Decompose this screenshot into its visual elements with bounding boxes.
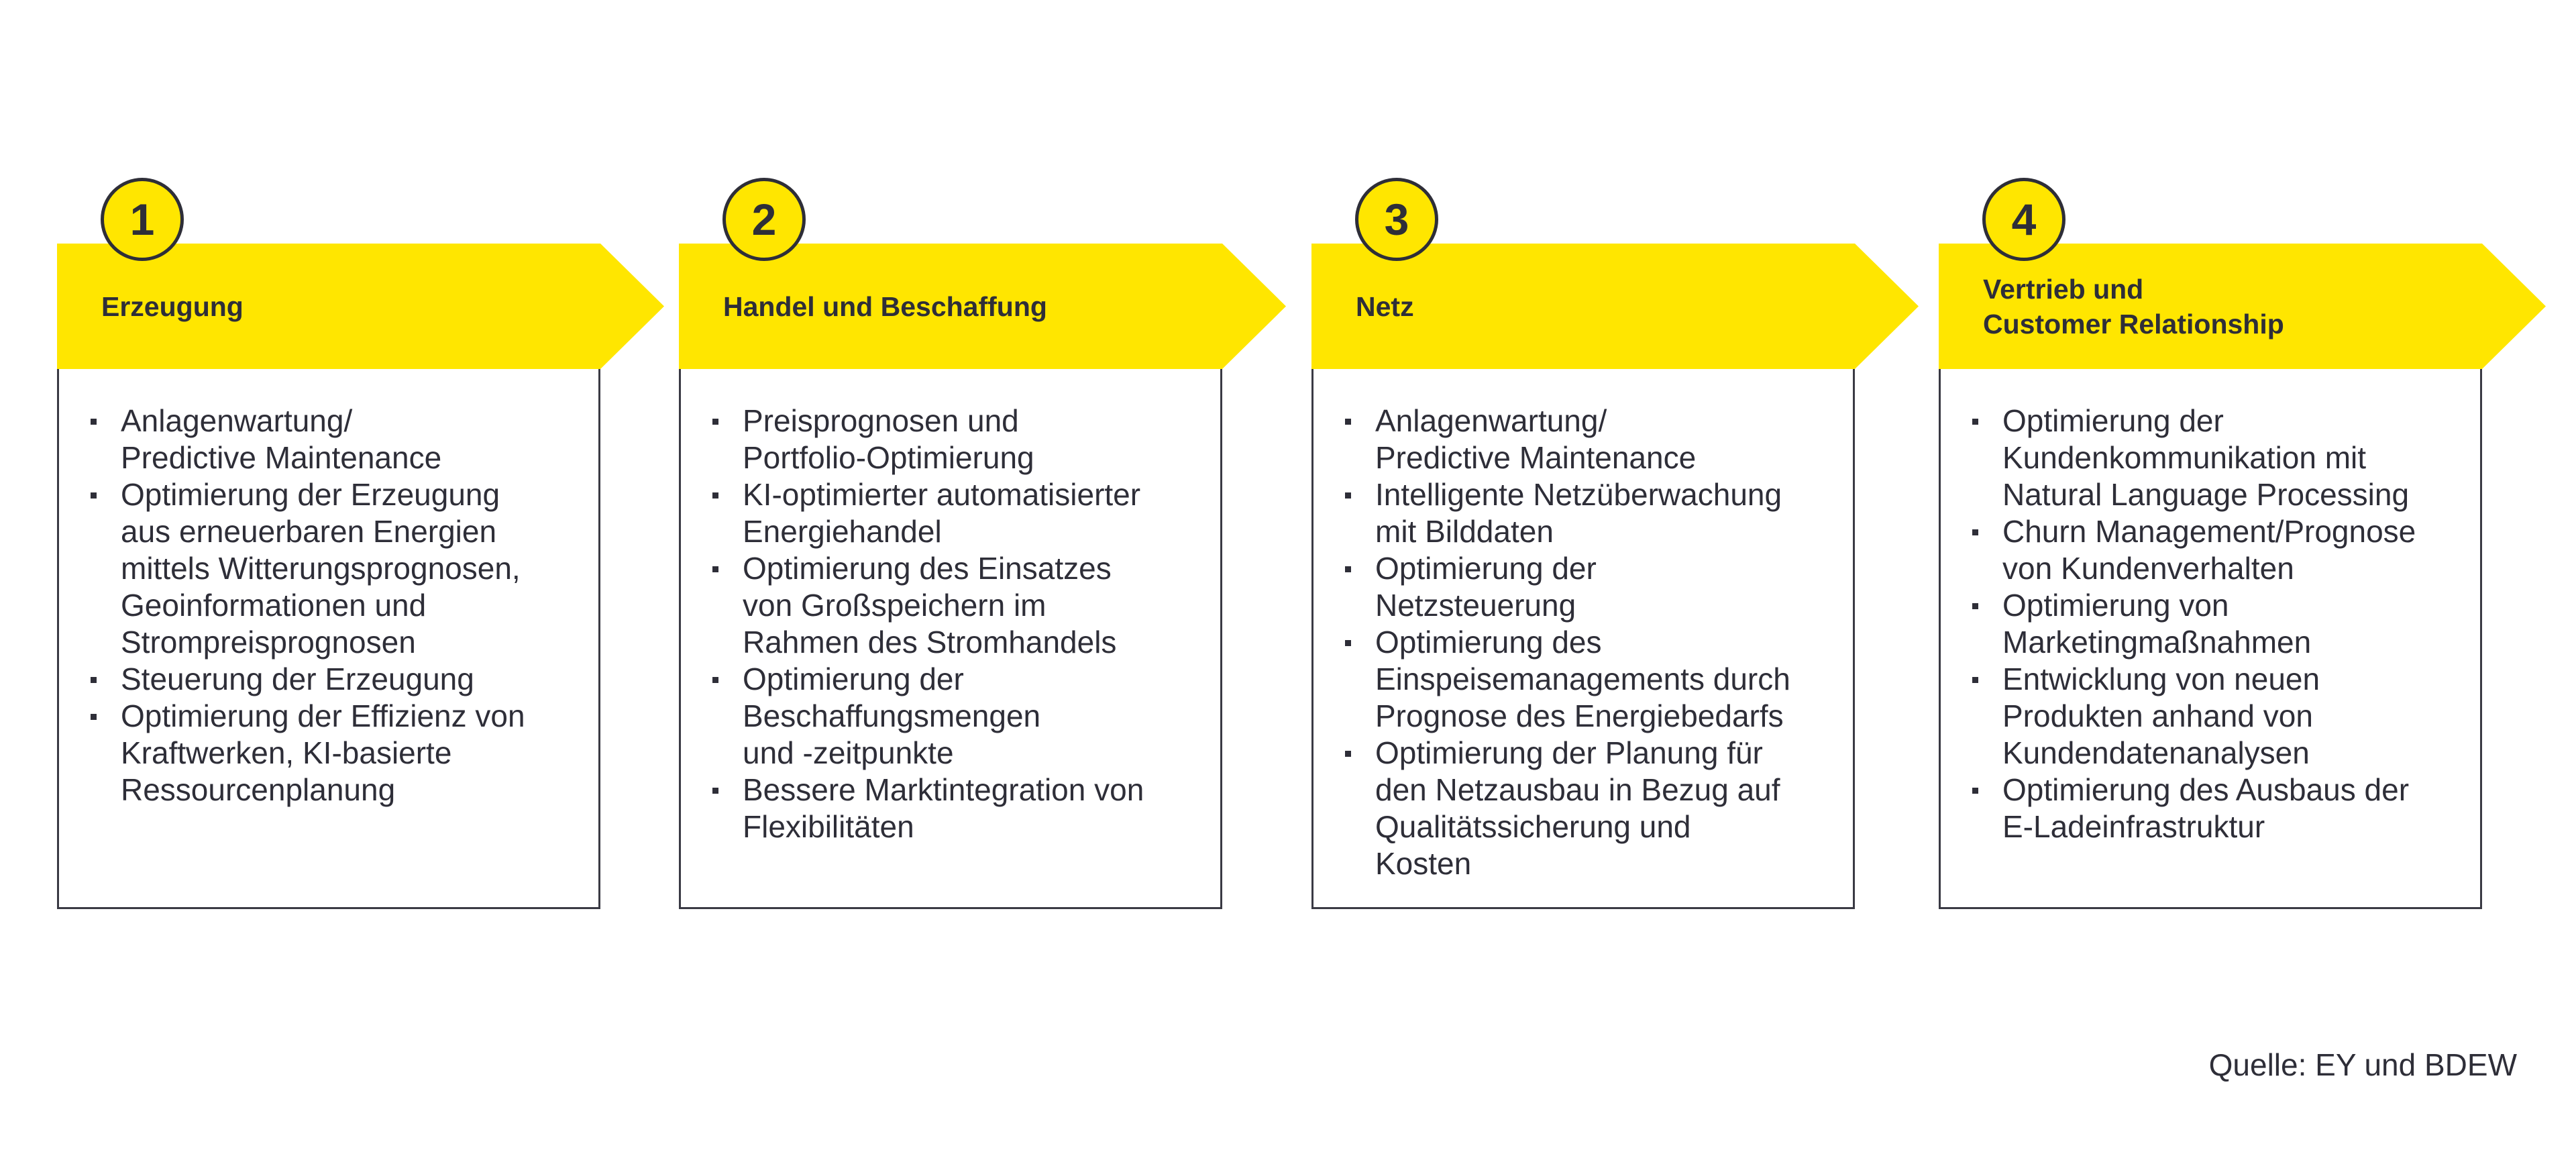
list-item bbox=[1972, 587, 2479, 661]
stage-title bbox=[1356, 244, 1839, 369]
stage-item-list bbox=[91, 403, 597, 808]
list-item-line: Qualitätssicherung und bbox=[1375, 809, 1691, 844]
list-item-line: und -zeitpunkte bbox=[743, 735, 954, 770]
stage-number-badge: 3 bbox=[1355, 178, 1438, 261]
stage-column-2 bbox=[679, 0, 1296, 939]
stage-number-badge: 1 bbox=[101, 178, 184, 261]
list-item bbox=[712, 772, 1219, 845]
list-item-line: Optimierung der bbox=[743, 662, 964, 696]
list-item bbox=[1345, 735, 1851, 882]
list-item-line: Optimierung der bbox=[1375, 551, 1597, 586]
list-item-line: Churn Management/Prognose bbox=[2002, 514, 2416, 549]
stage-title-line: Netz bbox=[1356, 291, 1414, 322]
list-item-line: Ressourcenplanung bbox=[121, 772, 396, 807]
list-item-line: Prognose des Energiebedarfs bbox=[1375, 698, 1784, 733]
list-item-line: Steuerung der Erzeugung bbox=[121, 662, 474, 696]
list-item-line: mit Bilddaten bbox=[1375, 514, 1554, 549]
list-item bbox=[1972, 513, 2479, 587]
list-item bbox=[1345, 476, 1851, 550]
stage-item-list bbox=[1345, 403, 1851, 882]
list-item bbox=[1972, 661, 2479, 772]
list-item-line: Entwicklung von neuen bbox=[2002, 662, 2320, 696]
stage-column-3 bbox=[1311, 0, 1929, 939]
list-item bbox=[712, 661, 1219, 772]
list-item bbox=[712, 476, 1219, 550]
stage-title-line: Handel und Beschaffung bbox=[723, 291, 1047, 322]
list-item-line: Optimierung der Erzeugung bbox=[121, 477, 500, 512]
list-item bbox=[712, 550, 1219, 661]
list-item bbox=[91, 476, 597, 661]
list-item-line: Predictive Maintenance bbox=[121, 440, 442, 475]
list-item-line: Geoinformationen und bbox=[121, 588, 427, 623]
stage-title bbox=[723, 244, 1206, 369]
list-item bbox=[712, 403, 1219, 476]
list-item bbox=[91, 698, 597, 808]
list-item bbox=[1345, 403, 1851, 476]
list-item bbox=[1972, 772, 2479, 845]
list-item bbox=[1345, 550, 1851, 624]
stage-number-badge: 2 bbox=[722, 178, 806, 261]
stage-title-line: Vertrieb und bbox=[1983, 273, 2144, 305]
stage-column-1 bbox=[57, 0, 674, 939]
list-item-line: KI-optimierter automatisierter bbox=[743, 477, 1141, 512]
stage-column-4 bbox=[1939, 0, 2556, 939]
list-item-line: Kosten bbox=[1375, 846, 1472, 881]
list-item-line: Optimierung der Planung für bbox=[1375, 735, 1763, 770]
list-item-line: Optimierung von bbox=[2002, 588, 2229, 623]
list-item-line: Anlagenwartung/ bbox=[121, 403, 353, 438]
list-item-line: mittels Witterungsprognosen, bbox=[121, 551, 521, 586]
list-item-line: Optimierung des Einsatzes bbox=[743, 551, 1112, 586]
list-item-line: aus erneuerbaren Energien bbox=[121, 514, 497, 549]
list-item-line: Optimierung des bbox=[1375, 625, 1602, 660]
stage-item-list bbox=[1972, 403, 2479, 845]
list-item-line: Kundendatenanalysen bbox=[2002, 735, 2310, 770]
list-item-line: den Netzausbau in Bezug auf bbox=[1375, 772, 1780, 807]
stage-title bbox=[1983, 244, 2466, 369]
list-item-line: Flexibilitäten bbox=[743, 809, 914, 844]
stage-number-badge: 4 bbox=[1982, 178, 2065, 261]
stage-title-line: Erzeugung bbox=[101, 291, 244, 322]
list-item-line: Predictive Maintenance bbox=[1375, 440, 1697, 475]
list-item bbox=[1345, 624, 1851, 735]
list-item-line: Beschaffungsmengen bbox=[743, 698, 1041, 733]
list-item-line: Preisprognosen und bbox=[743, 403, 1019, 438]
list-item bbox=[91, 661, 597, 698]
list-item-line: Strompreisprognosen bbox=[121, 625, 416, 660]
list-item-line: Einspeisemanagements durch bbox=[1375, 662, 1790, 696]
list-item-line: Optimierung des Ausbaus der bbox=[2002, 772, 2410, 807]
list-item bbox=[1972, 403, 2479, 513]
list-item-line: von Großspeichern im bbox=[743, 588, 1046, 623]
list-item-line: Portfolio-Optimierung bbox=[743, 440, 1034, 475]
stage-title bbox=[101, 244, 584, 369]
list-item-line: Intelligente Netzüberwachung bbox=[1375, 477, 1782, 512]
stage-title-line: Customer Relationship bbox=[1983, 308, 2284, 339]
list-item-line: von Kundenverhalten bbox=[2002, 551, 2294, 586]
list-item-line: E-Ladeinfrastruktur bbox=[2002, 809, 2265, 844]
list-item-line: Produkten anhand von bbox=[2002, 698, 2313, 733]
list-item-line: Rahmen des Stromhandels bbox=[743, 625, 1117, 660]
list-item-line: Kundenkommunikation mit bbox=[2002, 440, 2367, 475]
list-item-line: Bessere Marktintegration von bbox=[743, 772, 1144, 807]
stage-item-list bbox=[712, 403, 1219, 845]
list-item-line: Kraftwerken, KI-basierte bbox=[121, 735, 452, 770]
list-item-line: Energiehandel bbox=[743, 514, 942, 549]
list-item-line: Natural Language Processing bbox=[2002, 477, 2410, 512]
list-item-line: Marketingmaßnahmen bbox=[2002, 625, 2312, 660]
list-item-line: Optimierung der bbox=[2002, 403, 2224, 438]
list-item-line: Optimierung der Effizienz von bbox=[121, 698, 525, 733]
list-item-line: Anlagenwartung/ bbox=[1375, 403, 1607, 438]
list-item bbox=[91, 403, 597, 476]
list-item-line: Netzsteuerung bbox=[1375, 588, 1576, 623]
source-note: Quelle: EY und BDEW bbox=[2208, 1047, 2517, 1082]
